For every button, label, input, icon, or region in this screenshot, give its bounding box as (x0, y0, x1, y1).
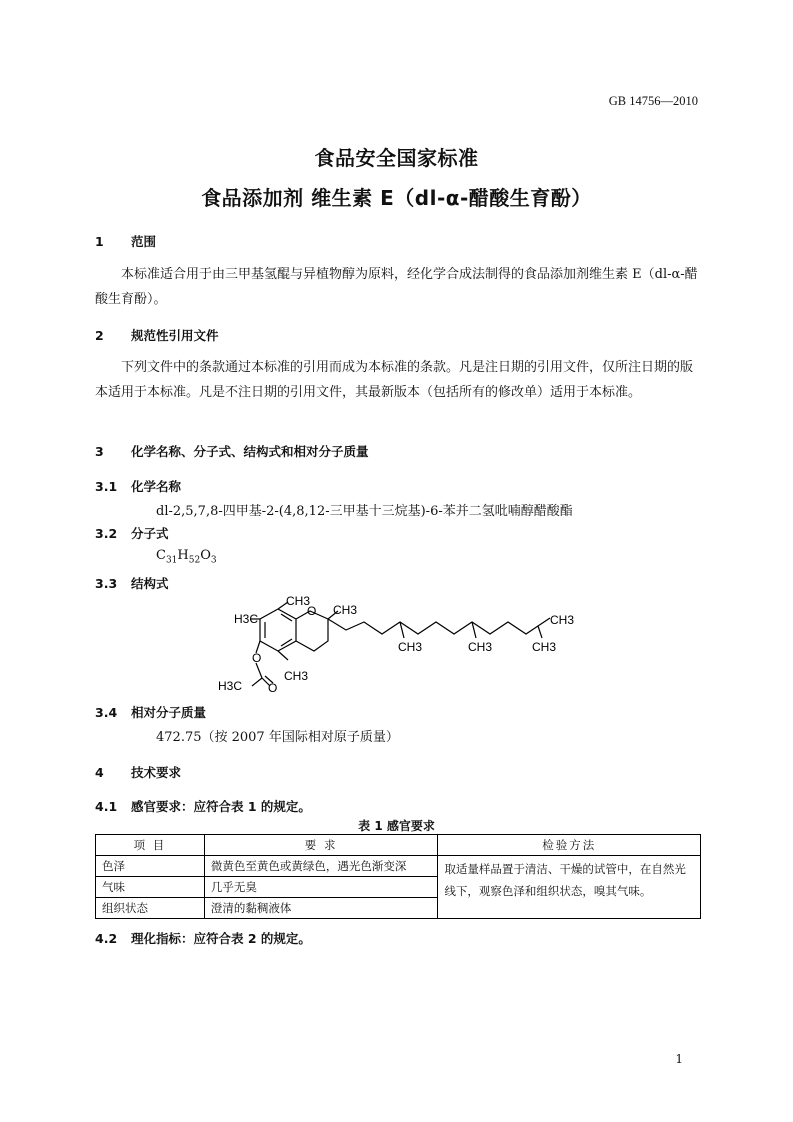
document-title: 食品安全国家标准 (314, 146, 479, 170)
section-3-2-heading (95, 524, 169, 542)
structural-formula (200, 588, 600, 698)
section-title: 范围 (131, 234, 157, 249)
ch3-label: CH3 (333, 603, 358, 617)
section-title: 理化指标：应符合表 2 的规定。 (131, 931, 311, 946)
section-number: 3.2 (95, 526, 118, 541)
header-item: 项 目 (96, 835, 205, 856)
formula-element-h: H (177, 548, 189, 563)
section-number: 4.1 (95, 799, 118, 814)
ch3-label: CH3 (284, 669, 309, 683)
row-requirement: 澄清的黏稠液体 (204, 898, 438, 919)
section-1-body: 本标准适合用于由三甲基氢醌与异植物醇为原料，经化学合成法制得的食品添加剂维生素 E（dl-α-醋酸生育酚）。 (95, 267, 698, 307)
section-title: 规范性引用文件 (131, 328, 219, 343)
molecular-mass: 472.75（按 2007 年国际相对原子质量） (156, 730, 399, 745)
section-3-3-heading (95, 574, 169, 592)
page-number: 1 (675, 1052, 683, 1066)
table-header-row (96, 835, 701, 856)
section-number: 1 (95, 234, 104, 249)
table-row (96, 856, 701, 877)
table-1-caption: 表 1 感官要求 (358, 819, 435, 833)
row-item: 组织状态 (96, 898, 205, 919)
section-title: 相对分子质量 (131, 705, 207, 720)
chemical-name: dl-2,5,7,8-四甲基-2-(4,8,12-三甲基十三烷基)-6-苯并二氢吡喃醇醋酸酯 (156, 504, 573, 519)
formula-element-o: O (200, 548, 211, 563)
ester-oxygen-label: O (252, 651, 262, 665)
section-4-heading (95, 763, 181, 781)
row-requirement: 几乎无臭 (204, 877, 438, 898)
section-number: 4 (95, 765, 104, 780)
molecular-formula (156, 548, 217, 566)
section-title: 感官要求：应符合表 1 的规定。 (131, 799, 311, 814)
row-requirement: 微黄色至黄色或黄绿色，遇光色渐变深 (204, 856, 438, 877)
standard-number: GB 14756—2010 (608, 94, 698, 108)
section-3-1-heading (95, 477, 181, 495)
formula-sub-o: 3 (210, 555, 217, 566)
section-number: 3.1 (95, 479, 118, 494)
section-number: 3 (95, 444, 104, 459)
section-number: 2 (95, 328, 104, 343)
section-4-1-heading (95, 797, 311, 815)
header-method: 检验方法 (438, 835, 701, 856)
section-title: 结构式 (131, 576, 169, 591)
ring-oxygen-label: O (307, 604, 317, 618)
document-subtitle: 食品添加剂 维生素 E（dl-α-醋酸生育酚） (201, 186, 592, 210)
row-item: 气味 (96, 877, 205, 898)
section-title: 技术要求 (131, 765, 182, 780)
ch3-label: CH3 (550, 613, 575, 627)
ch3-label: CH3 (532, 640, 557, 654)
formula-sub-h: 52 (188, 555, 201, 566)
test-method: 取适量样品置于清洁、干燥的试管中，在自然光线下，观察色泽和组织状态，嗅其气味。 (438, 856, 701, 919)
section-title: 化学名称 (131, 479, 182, 494)
section-number: 3.3 (95, 576, 118, 591)
section-title: 分子式 (131, 526, 169, 541)
h3c-acetyl-label: H3C (218, 679, 243, 693)
ch3-label: CH3 (468, 640, 493, 654)
ch3-label: CH3 (398, 640, 423, 654)
section-title: 化学名称、分子式、结构式和相对分子质量 (131, 444, 369, 459)
section-2-body: 下列文件中的条款通过本标准的引用而成为本标准的条款。凡是注日期的引用文件，仅所注日期的版本适用于本标准。凡是不注日期的引用文件，其最新版本（包括所有的修改单）适用于本标准。 (95, 360, 694, 400)
section-4-2-heading (95, 929, 311, 947)
ch3-label: CH3 (286, 594, 311, 608)
section-2-heading (95, 326, 219, 344)
h3c-label: H3C (234, 612, 259, 626)
carbonyl-oxygen-label: O (268, 681, 278, 695)
section-3-4-heading (95, 703, 206, 721)
section-number: 3.4 (95, 705, 118, 720)
table-1-sensory-requirements (95, 834, 701, 919)
formula-sub-c: 31 (165, 555, 178, 566)
section-number: 4.2 (95, 931, 118, 946)
formula-element-c: C (156, 548, 166, 563)
row-item: 色泽 (96, 856, 205, 877)
header-requirement: 要 求 (204, 835, 438, 856)
section-3-heading (95, 442, 369, 460)
side-chain (328, 618, 550, 634)
section-1-heading (95, 232, 156, 250)
